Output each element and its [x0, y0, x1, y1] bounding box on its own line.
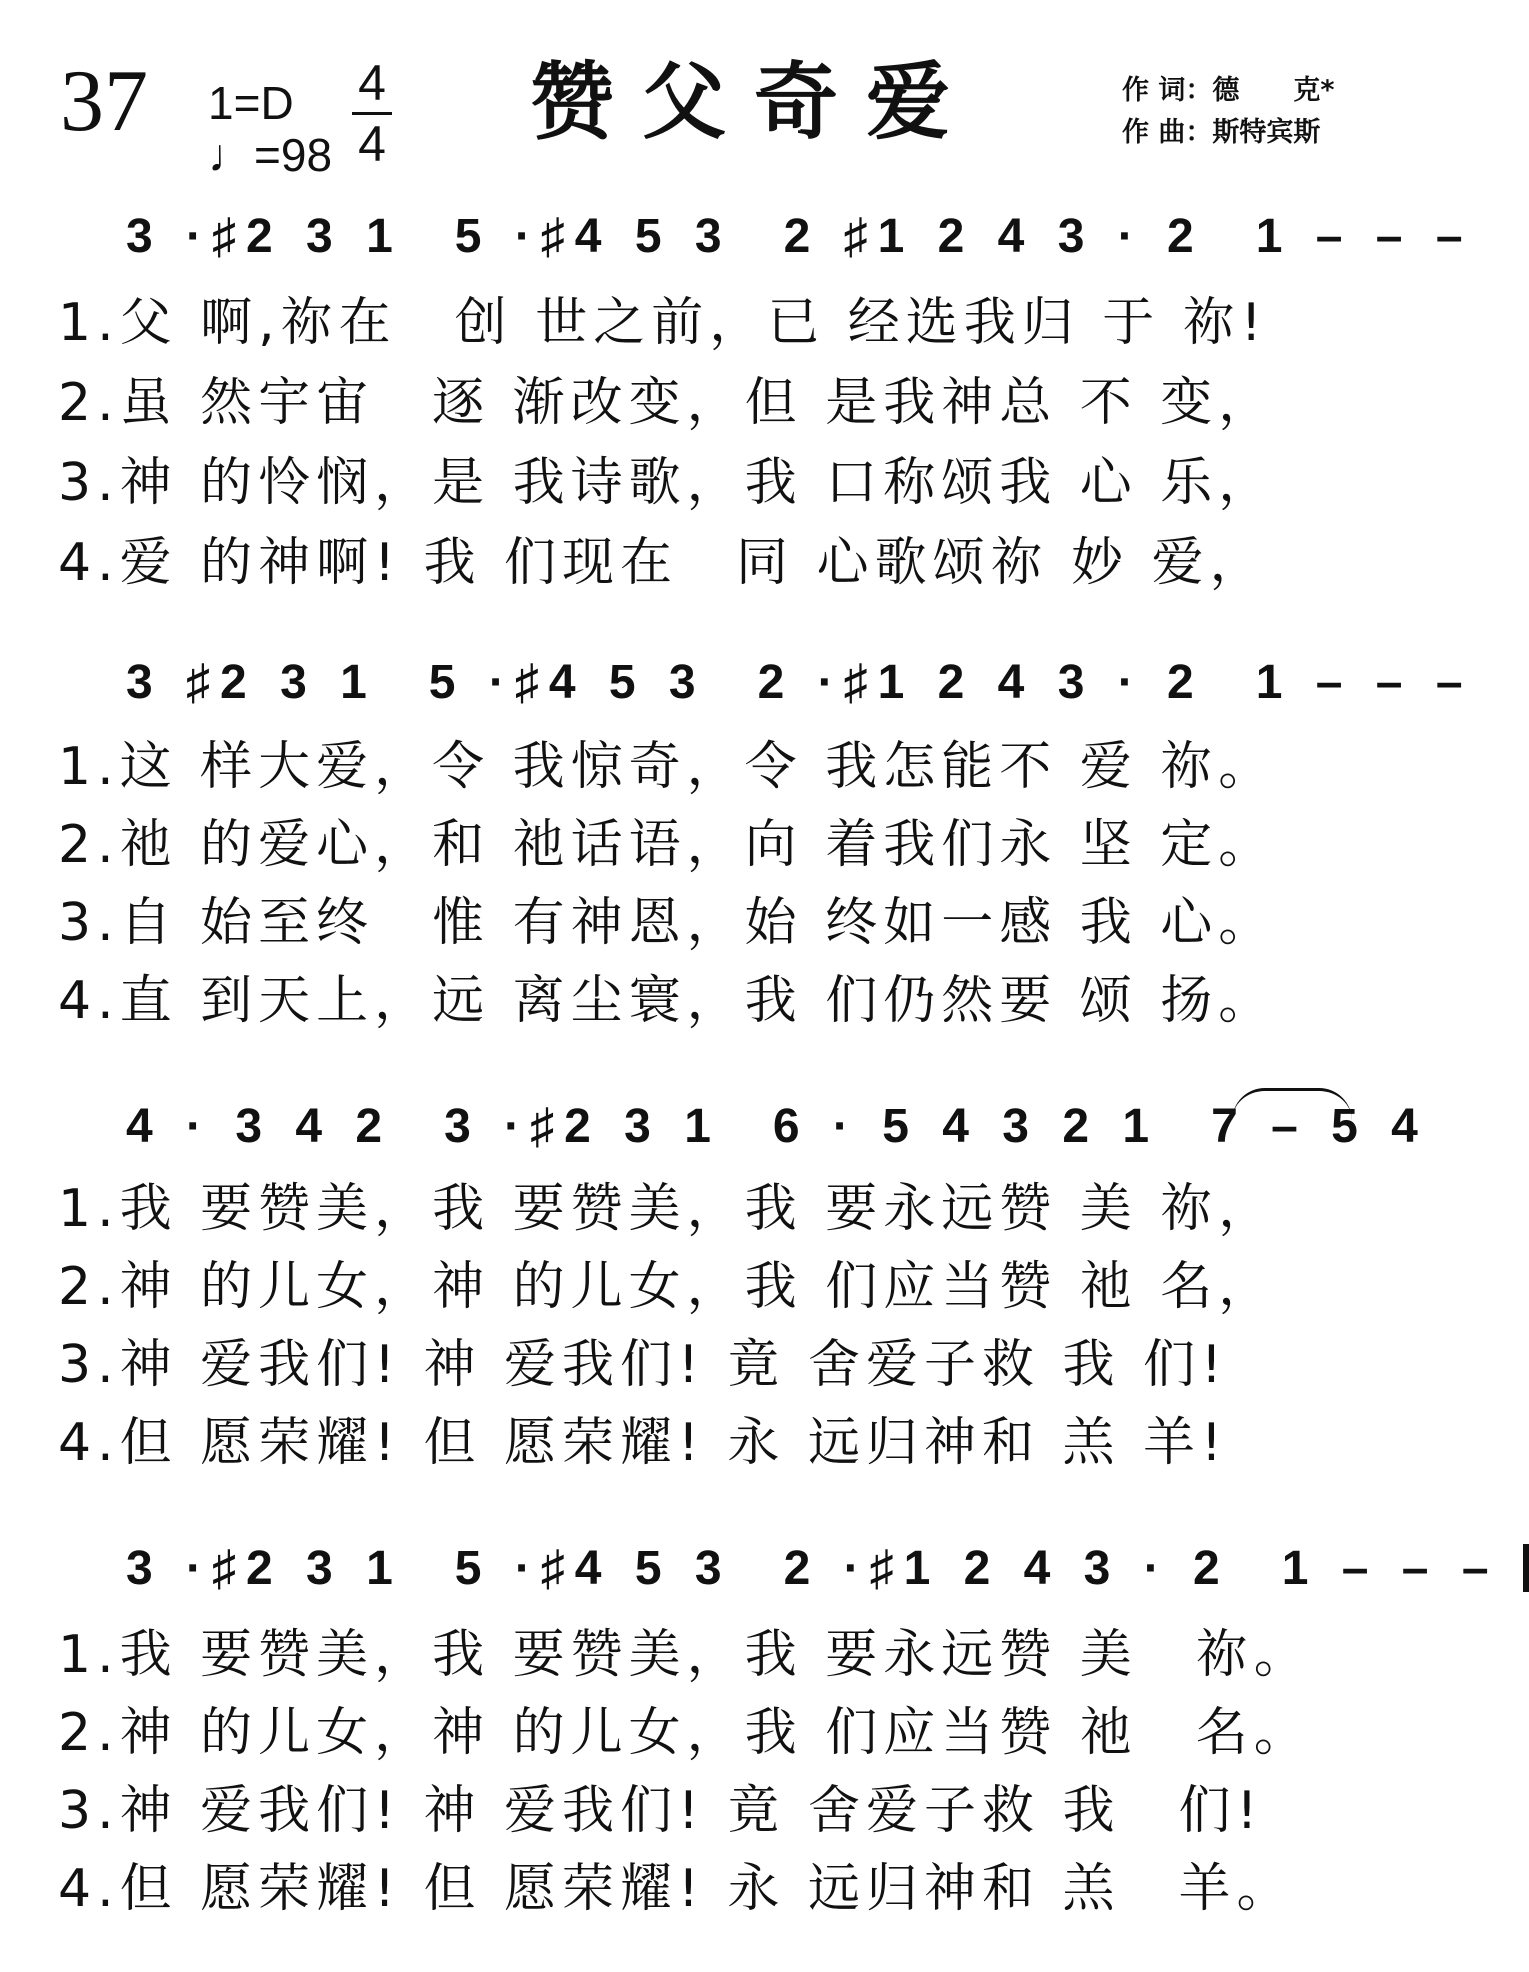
lyric-line: 3.神 爱我们! 神 爱我们! 竟 舍爱子救 我 们!: [58, 1781, 1264, 1841]
measure: 2 ·♯1 2 4 3 · 2: [757, 655, 1204, 709]
lyric-line: 1.我 要赞美，我 要赞美，我 要永远赞 美 祢，: [58, 1179, 1277, 1239]
lyric-line: 1.我 要赞美，我 要赞美，我 要永远赞 美 祢。: [58, 1625, 1312, 1685]
measure: 2 ·♯1 2 4 3 · 2: [783, 1541, 1230, 1595]
measure: 7 – 5 4: [1211, 1099, 1428, 1153]
time-signature-divider: [352, 112, 392, 115]
lyric-line: 1.父 啊,祢在 创 世之前，已 经选我归 于 祢!: [58, 293, 1268, 353]
lyric-line: 3.神 的怜悯，是 我诗歌，我 口称颂我 心 乐，: [58, 453, 1277, 513]
measure: 5 ·♯4 5 3: [454, 1541, 732, 1595]
measure: 5 ·♯4 5 3: [454, 209, 732, 263]
lyric-line: 2.虽 然宇宙 逐 渐改变，但 是我神总 不 变，: [58, 373, 1277, 433]
time-signature: [352, 55, 392, 172]
measure: 1 – – –: [1255, 209, 1473, 263]
measure: 3 ·♯2 3 1: [126, 209, 403, 263]
lyric-line: 4.直 到天上，远 离尘寰，我 们仍然要 颂 扬。: [58, 971, 1277, 1031]
key-signature: 1=D: [208, 77, 294, 129]
hymn-number: 37: [60, 53, 148, 150]
measure: 3 ·♯2 3 1: [444, 1099, 721, 1153]
measure: 2 ♯1 2 4 3 · 2: [783, 209, 1204, 263]
lyric-line: 2.祂 的爱心，和 祂话语，向 着我们永 坚 定。: [58, 815, 1277, 875]
measure: 3 ·♯2 3 1: [126, 1541, 403, 1595]
notation-line-1: [126, 206, 1473, 266]
credits: [1122, 70, 1335, 154]
hymn-title: 赞父奇爱: [530, 53, 979, 151]
final-bar-line: [1525, 1544, 1529, 1592]
notation-line-3: [126, 1096, 1428, 1156]
notation-line-2: [126, 652, 1473, 712]
lyric-line: 3.自 始至终 惟 有神恩，始 终如一感 我 心。: [58, 893, 1277, 953]
measure: 1 – – –: [1281, 1541, 1499, 1595]
lyric-line: 4.但 愿荣耀! 但 愿荣耀! 永 远归神和 羔 羊!: [58, 1413, 1228, 1473]
measure: 3 ♯2 3 1: [126, 655, 377, 709]
lyric-line: 1.这 样大爱，令 我惊奇，令 我怎能不 爱 祢。: [58, 737, 1277, 797]
time-signature-top: 4: [358, 55, 386, 111]
measure: 6 · 5 4 3 2 1: [772, 1099, 1160, 1153]
lyric-line: 4.爱 的神啊! 我 们现在 同 心歌颂祢 妙 爱，: [58, 533, 1268, 593]
measure: 5 ·♯4 5 3: [428, 655, 706, 709]
composer-credit: 作 曲：斯特宾斯: [1122, 117, 1321, 148]
lyricist-credit: 作 词：德 克*: [1122, 75, 1335, 106]
lyric-line: 4.但 愿荣耀! 但 愿荣耀! 永 远归神和 羔 羊。: [58, 1859, 1295, 1919]
time-signature-bottom: 4: [358, 116, 386, 172]
tempo-marking: ♩=98: [208, 129, 333, 181]
lyric-line: 2.神 的儿女，神 的儿女，我 们应当赞 祂 名，: [58, 1257, 1277, 1317]
lyric-line: 2.神 的儿女，神 的儿女，我 们应当赞 祂 名。: [58, 1703, 1312, 1763]
measure: 1 – – –: [1255, 655, 1473, 709]
measure: 4 · 3 4 2: [126, 1099, 393, 1153]
lyric-line: 3.神 爱我们! 神 爱我们! 竟 舍爱子救 我 们!: [58, 1335, 1228, 1395]
notation-line-4: [126, 1538, 1499, 1598]
